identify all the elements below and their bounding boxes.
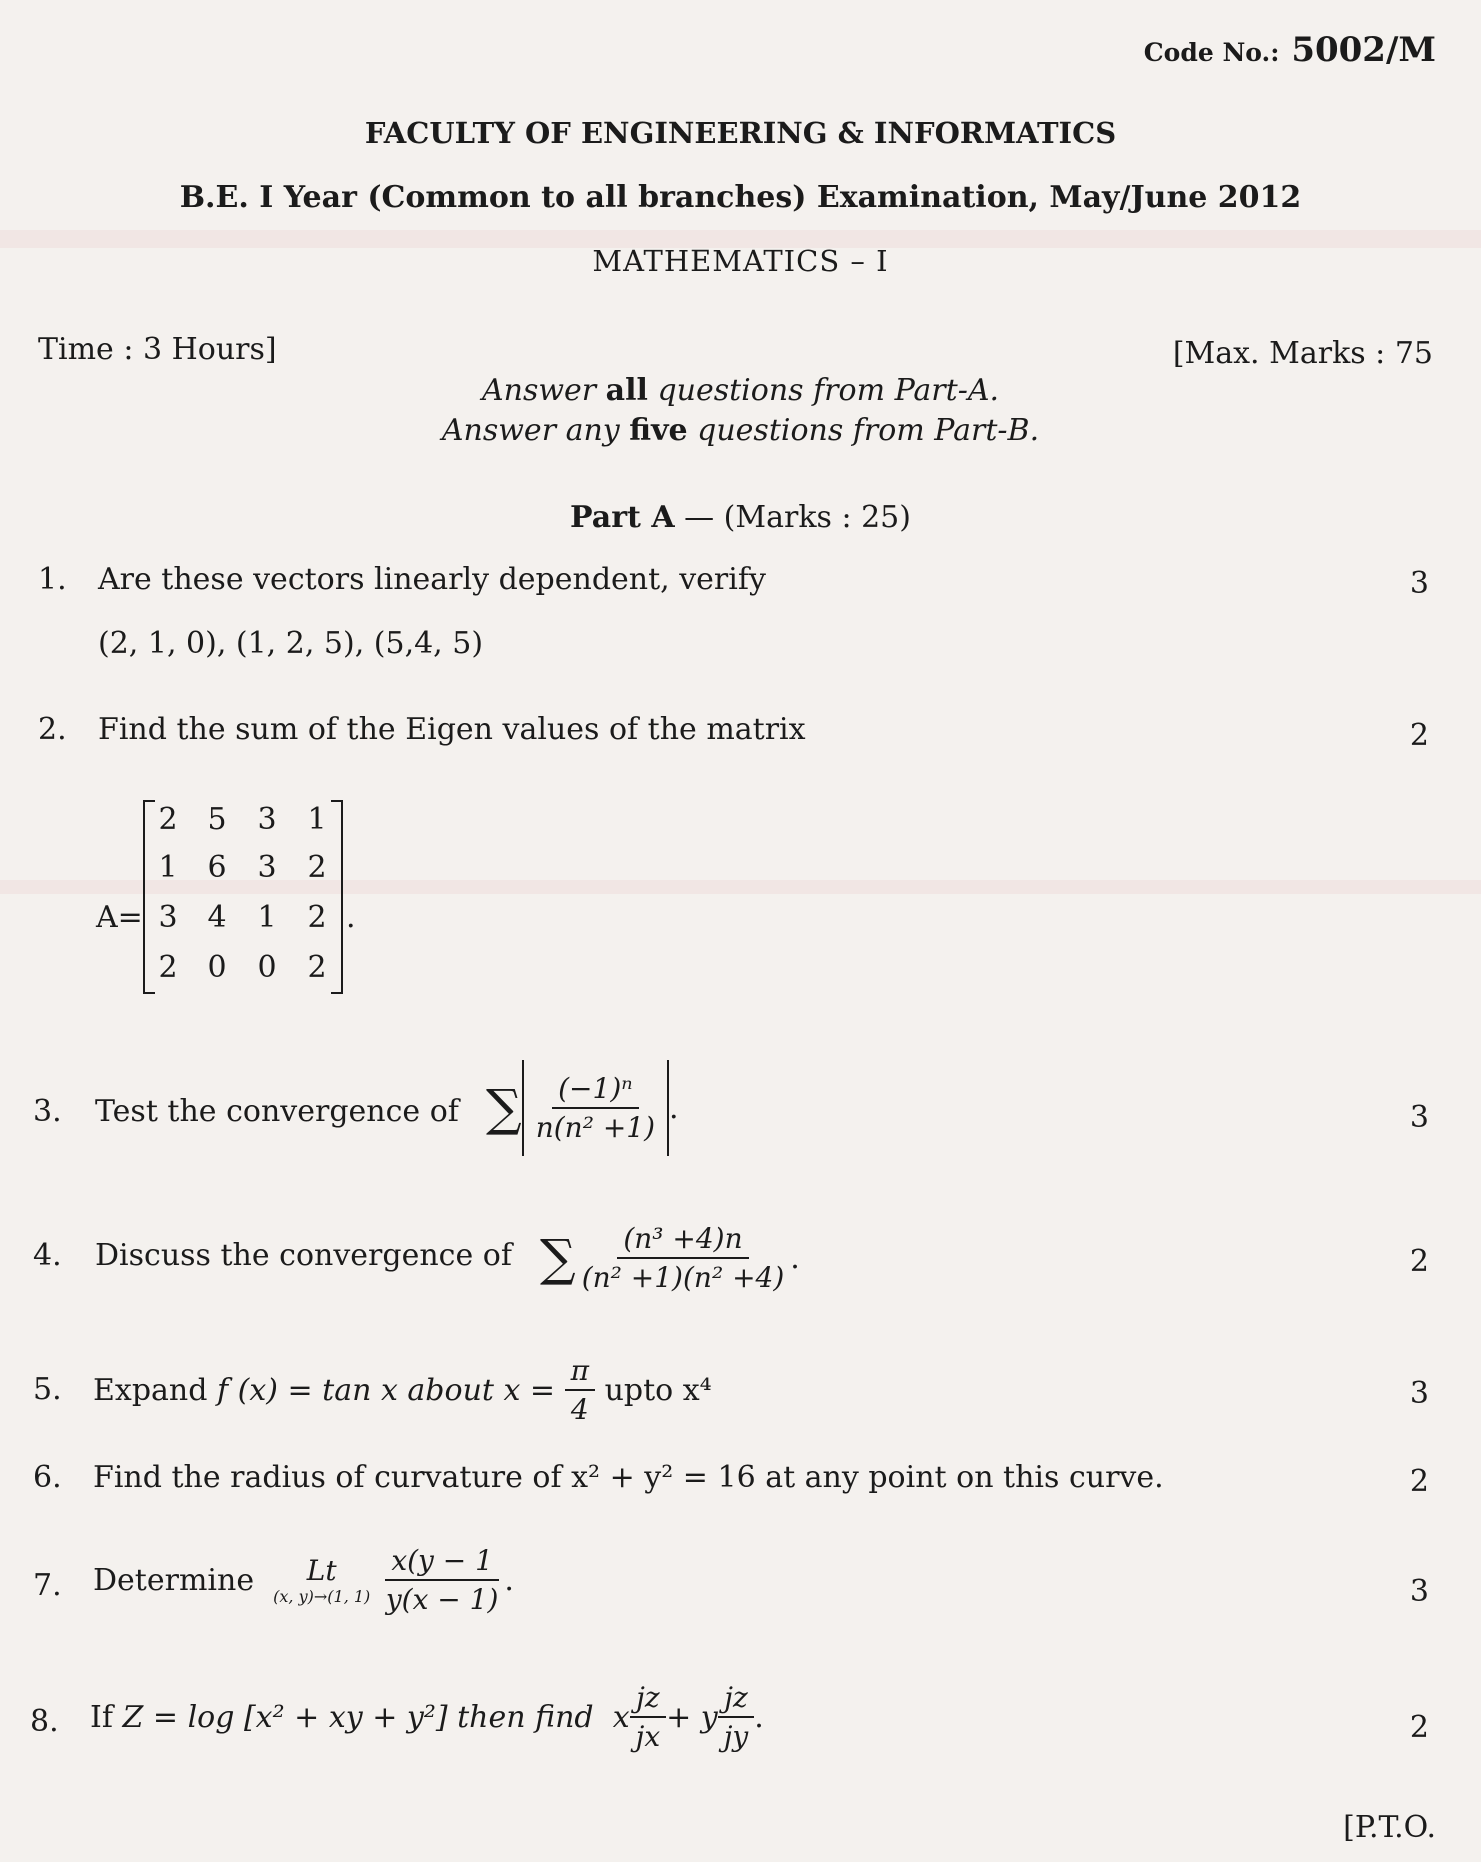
question-marks: 3 (1409, 566, 1429, 601)
question-marks: 2 (1409, 718, 1429, 753)
code-label: Code No.: (1143, 38, 1280, 67)
q8-numerator-1: jz (630, 1681, 665, 1718)
q6-rhs: x² + y² = 16 at any point on this curve. (571, 1460, 1164, 1495)
matrix-cell: 5 (207, 802, 227, 837)
instruction-text: Answer any (441, 413, 630, 448)
q4-formula (540, 1210, 800, 1306)
question-marks: 2 (1409, 1710, 1429, 1745)
part-a-marks: — (Marks : 25) (674, 500, 911, 535)
q8-line (90, 1672, 764, 1762)
instruction-line-1 (0, 373, 1481, 408)
q7-period: . (504, 1562, 514, 1598)
q8-period: . (754, 1699, 764, 1735)
question-number: 2. (38, 712, 67, 747)
matrix-label: A= (96, 900, 143, 935)
code-value: 5002/M (1291, 30, 1436, 70)
question-text: Find the sum of the Eigen values of the matrix (98, 712, 806, 747)
matrix-cell: 1 (257, 900, 277, 935)
q3-fraction (530, 1072, 661, 1144)
matrix-cell: 3 (257, 850, 277, 885)
question-number: 7. (33, 1568, 62, 1603)
q4-numerator: (n³ +4)n (617, 1222, 748, 1259)
pto-label: [P.T.O. (1343, 1810, 1436, 1845)
part-a-heading (0, 500, 1481, 535)
q3-formula (486, 1060, 679, 1156)
matrix-cell: 4 (207, 900, 227, 935)
matrix-cell: 2 (158, 802, 178, 837)
question-number: 5. (33, 1372, 62, 1407)
matrix-cell: 0 (207, 950, 227, 985)
question-text: Expand (93, 1372, 208, 1408)
matrix-cell: 1 (158, 850, 178, 885)
question-marks: 2 (1409, 1464, 1429, 1499)
question-text: If (90, 1699, 113, 1735)
q5-fraction (565, 1354, 595, 1426)
question-number: 8. (30, 1704, 59, 1739)
question-marks: 2 (1409, 1244, 1429, 1279)
matrix-cell: 2 (307, 850, 327, 885)
q3-denominator: n(n² +1) (535, 1111, 656, 1144)
q3-period: . (669, 1090, 679, 1126)
q7-lt: Lt (306, 1554, 337, 1587)
matrix-cell: 2 (307, 900, 327, 935)
q8-denominator-1: jx (635, 1720, 661, 1753)
question-number: 6. (33, 1460, 62, 1495)
q7-line (93, 1536, 514, 1624)
matrix-cell: 2 (307, 950, 327, 985)
instruction-text: Answer (481, 373, 606, 408)
q8-fraction-2 (718, 1681, 755, 1753)
q4-fraction (576, 1222, 791, 1294)
question-number: 4. (33, 1238, 62, 1273)
time-label: Time : 3 Hours] (38, 332, 277, 367)
q8-x: x (612, 1699, 630, 1735)
q5-rhs: upto x⁴ (604, 1372, 712, 1408)
q7-subscript: (x, y)→(1, 1) (273, 1587, 371, 1606)
q8-plus-y: + y (666, 1699, 718, 1735)
q4-denominator: (n² +1)(n² +4) (581, 1261, 785, 1294)
matrix-cell: 2 (158, 950, 178, 985)
q7-fraction (380, 1544, 505, 1616)
sigma-symbol: ∑ (486, 1079, 522, 1137)
question-number: 3. (33, 1094, 62, 1129)
q7-denominator: y(x − 1) (385, 1583, 499, 1616)
question-number: 1. (38, 562, 67, 597)
q8-lhs: Z = log [x² + xy + y²] then find (122, 1699, 594, 1735)
matrix-cell: 0 (257, 950, 277, 985)
exam-heading: B.E. I Year (Common to all branches) Examination, May/June 2012 (179, 180, 1302, 215)
q7-numerator: x(y − 1 (385, 1544, 499, 1581)
max-marks-label: [Max. Marks : 75 (1172, 336, 1433, 371)
instruction-emphasis: five (629, 413, 688, 448)
matrix-cell: 6 (207, 850, 227, 885)
part-a-title: Part A (570, 500, 675, 535)
q3-bracket (522, 1060, 669, 1156)
q8-denominator-2: jy (723, 1720, 749, 1753)
q3-numerator: (−1)ⁿ (552, 1072, 638, 1109)
q5-numerator: π (565, 1354, 595, 1391)
question-text-vectors: (2, 1, 0), (1, 2, 5), (5,4, 5) (98, 626, 484, 661)
matrix-cell: 3 (257, 802, 277, 837)
matrix-cell: 1 (307, 802, 327, 837)
question-marks: 3 (1409, 1376, 1429, 1411)
q5-lhs: f (x) = tan x about x = (216, 1372, 556, 1408)
sigma-symbol: ∑ (540, 1229, 576, 1287)
matrix-a (143, 800, 343, 992)
question-text: Find the radius of curvature of (93, 1460, 562, 1495)
code-number (1144, 30, 1436, 70)
q5-line (93, 1352, 712, 1428)
instruction-text: questions from Part-A. (647, 373, 1000, 408)
subject-heading: MATHEMATICS – I (592, 244, 889, 278)
question-text: Discuss the convergence of (95, 1238, 512, 1273)
question-text: Test the convergence of (95, 1094, 459, 1129)
question-text: Are these vectors linearly dependent, verify (98, 562, 766, 597)
q7-limit (273, 1554, 370, 1606)
question-marks: 3 (1409, 1574, 1429, 1609)
instruction-line-2 (0, 413, 1481, 448)
question-marks: 3 (1409, 1100, 1429, 1135)
matrix-period: . (346, 900, 356, 935)
q4-period: . (790, 1240, 800, 1276)
q8-fraction-1 (630, 1681, 666, 1753)
faculty-heading: FACULTY OF ENGINEERING & INFORMATICS (364, 116, 1117, 150)
q5-denominator: 4 (570, 1393, 589, 1426)
question-text: Determine (93, 1562, 255, 1598)
q8-numerator-2: jz (718, 1681, 753, 1718)
q6-line (93, 1460, 1164, 1495)
instruction-text: questions from Part-B. (687, 413, 1040, 448)
instruction-emphasis: all (605, 373, 648, 408)
matrix-cell: 3 (158, 900, 178, 935)
